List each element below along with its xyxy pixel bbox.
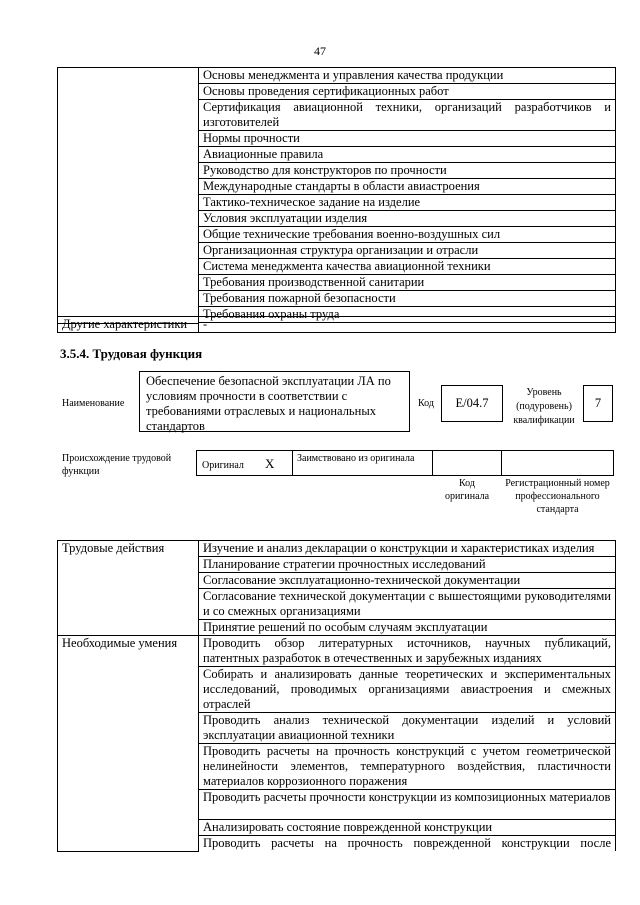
- actions-table: [57, 540, 616, 852]
- original-label: Оригинал: [202, 460, 244, 471]
- knowledge-item: Система менеджмента качества авиационной техники: [199, 259, 616, 275]
- knowledge-item: Авиационные правила: [199, 147, 616, 163]
- code-original-label: Код оригинала: [444, 478, 490, 502]
- action-item: Принятие решений по особым случаям эксплуатации: [199, 620, 616, 636]
- skill-item: Проводить расчеты на прочность поврежденной конструкции после: [199, 836, 616, 852]
- skill-item: Проводить обзор литературных источников, научных публикаций, патентных разработок в отечественных и зарубежных изданиях: [199, 636, 616, 667]
- function-name-box: Обеспечение безопасной эксплуатации ЛА по условиям прочности в соответствии с требованиями отраслевых и национальных стандартов: [139, 371, 410, 432]
- action-item: Планирование стратегии прочностных исследований: [199, 557, 616, 573]
- skill-item: Проводить расчеты прочности конструкции из композиционных материалов: [199, 790, 616, 820]
- skill-item: Проводить анализ технической документации изделий и условий эксплуатации авиационной техники: [199, 713, 616, 744]
- reg-number-label: Регистрационный номер профессионального стандарта: [505, 478, 610, 515]
- knowledge-item: Основы проведения сертификационных работ: [199, 84, 616, 100]
- code-original-cell: [432, 450, 502, 476]
- knowledge-label-cell: [58, 68, 199, 324]
- other-characteristics-row: [57, 316, 616, 333]
- other-characteristics-value: -: [199, 317, 616, 333]
- reg-number-cell: [501, 450, 614, 476]
- original-mark: X: [265, 456, 275, 471]
- action-item: Согласование технической документации с вышестоящими руководителями и со смежных организациями: [199, 589, 616, 620]
- skill-item: Анализировать состояние поврежденной конструкции: [199, 820, 616, 836]
- knowledge-item: Тактико-техническое задание на изделие: [199, 195, 616, 211]
- skill-item: Проводить расчеты на прочность конструкций с учетом геометрической нелинейности элементов, температурного воздействия, пластичности материалов коррозионного поражения: [199, 744, 616, 790]
- qualification-level-box: 7: [583, 385, 613, 422]
- borrowed-label: Заимствовано из оригинала: [297, 453, 415, 464]
- knowledge-item: Требования пожарной безопасности: [199, 291, 616, 307]
- knowledge-item: Сертификация авиационной техники, организаций разработчиков и изготовителей: [199, 100, 616, 131]
- action-item: Изучение и анализ декларации о конструкции и характеристиках изделия: [199, 541, 616, 557]
- function-code-box: E/04.7: [441, 385, 503, 422]
- knowledge-item: Руководство для конструкторов по прочности: [199, 163, 616, 179]
- skill-item: Собирать и анализировать данные теоретических и экспериментальных исследований, проводимых организациями авиастроения и смежных отраслей: [199, 667, 616, 713]
- qualification-level-label: Уровень (подуровень) квалификации: [513, 387, 575, 426]
- other-characteristics-label: Другие характеристики: [58, 317, 199, 333]
- origin-label: Происхождение трудовой функции: [62, 453, 172, 477]
- knowledge-item: Основы менеджмента и управления качества продукции: [199, 68, 616, 84]
- skills-label: Необходимые умения: [58, 636, 199, 852]
- page-number: 47: [314, 44, 326, 58]
- knowledge-item: Требования производственной санитарии: [199, 275, 616, 291]
- borrowed-cell: [292, 450, 433, 476]
- knowledge-item: Общие технические требования военно-воздушных сил: [199, 227, 616, 243]
- knowledge-item: Нормы прочности: [199, 131, 616, 147]
- action-item: Согласование эксплуатационно-технической документации: [199, 573, 616, 589]
- section-title: 3.5.4. Трудовая функция: [60, 346, 203, 361]
- code-label: Код: [418, 398, 434, 409]
- knowledge-table: [57, 67, 616, 324]
- knowledge-item: Условия эксплуатации изделия: [199, 211, 616, 227]
- name-label: Наименование: [62, 398, 125, 409]
- original-cell: [196, 450, 293, 476]
- knowledge-item: Организационная структура организации и отрасли: [199, 243, 616, 259]
- actions-label: Трудовые действия: [58, 541, 199, 636]
- knowledge-item: Международные стандарты в области авиастроения: [199, 179, 616, 195]
- knowledge-item: Требования охраны труда: [199, 307, 616, 323]
